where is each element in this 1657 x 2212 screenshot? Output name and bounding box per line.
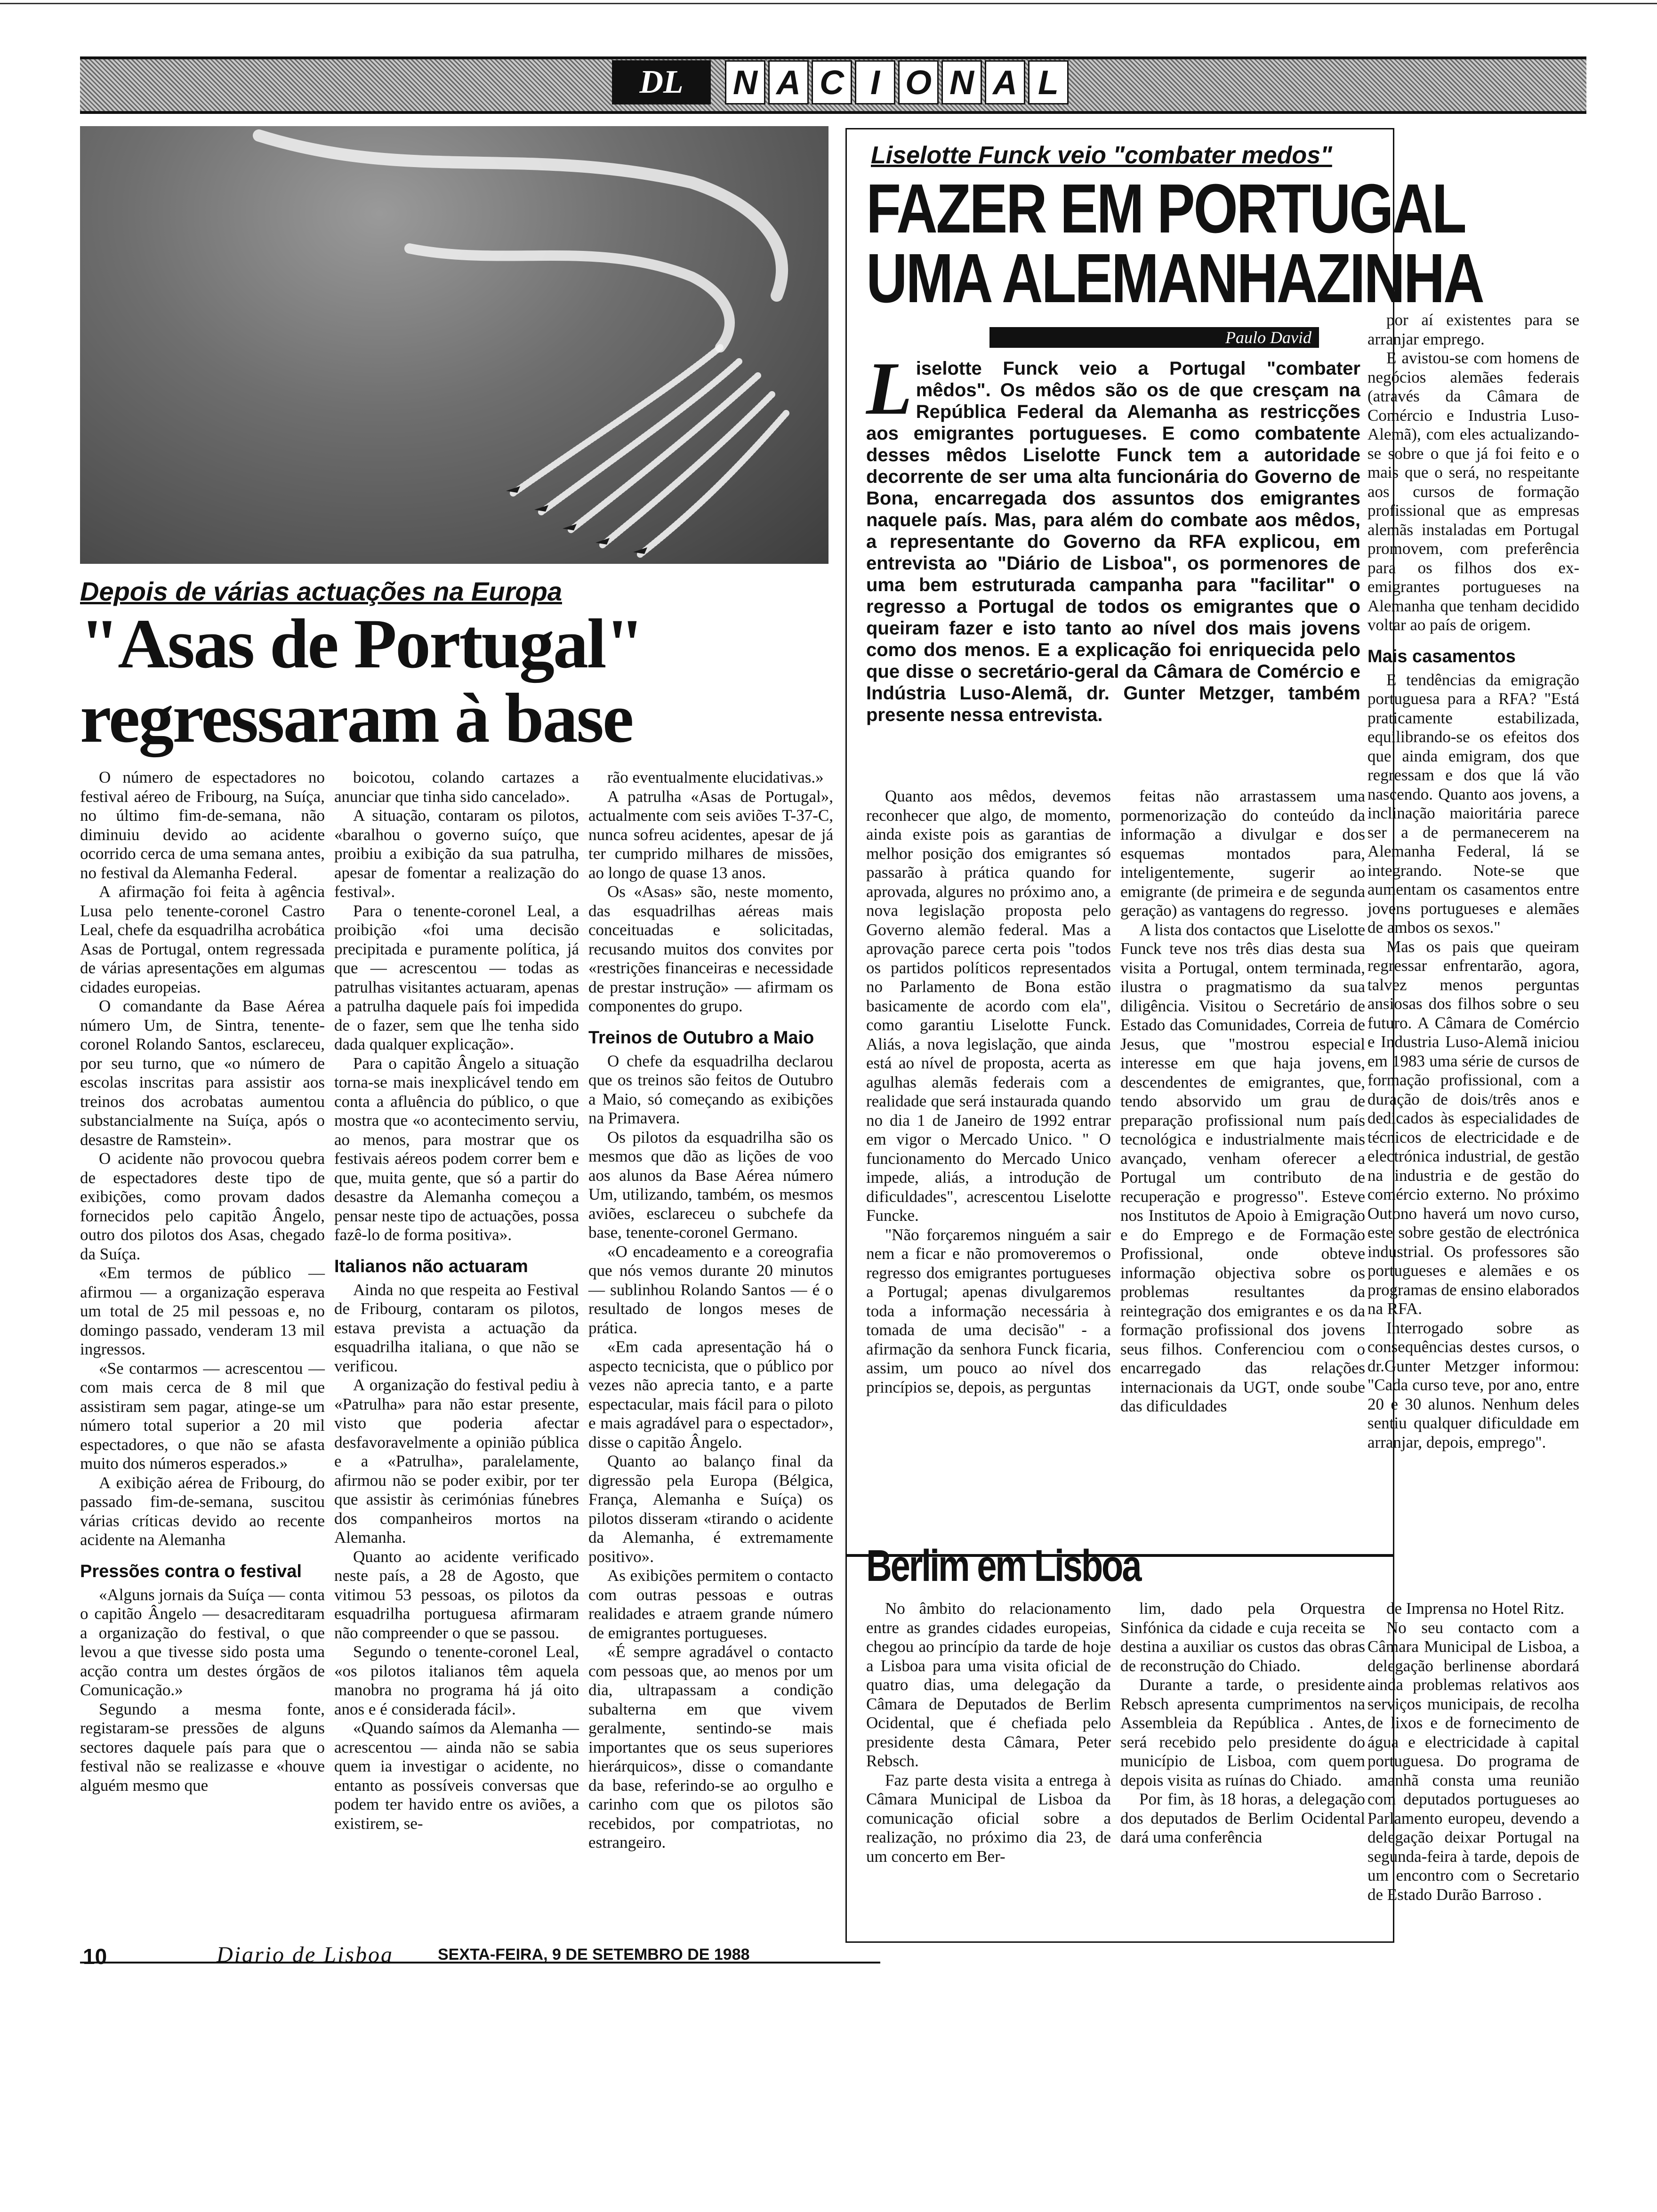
paragraph-group — [588, 1052, 833, 1852]
section-letter: O — [898, 60, 939, 104]
paragraph: Segundo o tenente-coronel Leal, «os pilotos italianos têm aquela manobra no programa há já oito anos e é considerada fácil». — [334, 1643, 579, 1718]
paragraph: «Em cada apresentação há o aspecto tecnicista, que o público por vezes não aprecia tanto, e a parte espectacular, mais fácil para o piloto e mais agradável para o espectador», disse o capitão Ângelo. — [588, 1338, 833, 1451]
section-letter: A — [985, 60, 1025, 104]
paragraph: «É sempre agradável o contacto com pessoas que, ao menos por um dia, ultrapassam a condição subalterna em que vivem geralmente, sentindo-se mais importantes que os seus superiores hierárquicos», disse o comandante da base, referindo-se ao orgulho e carinho com que os pilotos são recebidos, por compatriotas, no estrangeiro. — [588, 1643, 833, 1851]
subheading: Pressões contra o festival — [80, 1561, 302, 1581]
paragraph: Para o capitão Ângelo a situação torna-se mais inexplicável tendo em conta a afluência do público, o que mostra que «o acontecimento serviu, ao menos, para mostrar que os festivais aéreos podem correr bem e que, muita gente, que só a partir do desastre da Alemanha começou a pensar neste tipo de actuações, possa fazê-lo de forma positiva». — [334, 1054, 579, 1244]
paragraph: E tendências da emigração portuguesa para a RFA? "Está praticamente estabilizada, equilibrando-se os efeitos dos que ainda emigram, dos que regressam e dos que lá vão nascendo. Quanto aos jovens, a inclinação maioritária parece ser a de permanecerem na Alemanha Federal, lá se integrando. Note-se que aumentam os casamentos entre jovens portugueses e alemães de ambos os sexos." — [1367, 670, 1579, 937]
paragraph: feitas não arrastassem uma pormenorização do conteúdo da informação a divulgar e dos esquemas montados para, inteligentemente, sugerir ao emigrante (de primeira e de segunda geração) as vantagens do regresso. — [1120, 787, 1365, 920]
paragraph: Para o tenente-coronel Leal, a proibição «foi uma decisão precipitada e puramente política, já que — acrescentou — todas as patrulhas visitantes actuaram, apenas a patrulha daquele país foi impedida de o fazer, sem que lhe tenha sido dada qualquer explicação». — [334, 901, 579, 1053]
section-letter: I — [855, 60, 895, 104]
paragraph: Ainda no que respeita ao Festival de Fribourg, contaram os pilotos, estava prevista a actuação da esquadrilha italiana, o que não se verificou. — [334, 1280, 579, 1375]
paragraph-group — [334, 768, 579, 1245]
section-letter: N — [941, 60, 982, 104]
paragraph: Os pilotos da esquadrilha são os mesmos que dão as lições de voo aos alunos da Base Aérea número Um, utilizando, também, os mesmos aviões, esclareceu o subchefe da base, tenente-coronel Germano. — [588, 1128, 833, 1242]
article-column-3 — [1367, 311, 1579, 1452]
article-column-2 — [1120, 1599, 1365, 1847]
paragraph-group — [80, 1586, 325, 1795]
article-column-3 — [588, 768, 833, 1852]
paragraph-group — [1367, 671, 1579, 1452]
lead-paragraph — [866, 346, 1360, 726]
paragraph: No âmbito do relacionamento entre as grandes cidades europeias, chegou ao princípio da tarde de hoje a Lisboa para uma visita oficial de quatro dias, uma delegação da Câmara de Deputados de Berlim Ocidental, que é chefiada pelo presidente desta Câmara, Peter Rebsch. — [866, 1599, 1111, 1770]
article-column-2 — [1120, 787, 1365, 1416]
paragraph: «Se contarmos — acrescentou — com mais cerca de 8 mil que assistiram sem pagar, atinge-se um número total superior a 20 mil espectadores, o que não se afasta muito dos números esperados.» — [80, 1359, 325, 1473]
paragraph: Segundo a mesma fonte, registaram-se pressões de alguns sectores daquele país para que o festival não se realizasse e «houve alguém mesmo que — [80, 1699, 325, 1795]
paragraph: O chefe da esquadrilha declarou que os treinos são feitos de Outubro a Maio, só começando as exibições na Primavera. — [588, 1051, 833, 1127]
article-column-1 — [866, 787, 1111, 1397]
article-headline — [866, 170, 1483, 317]
paragraph: «O encadeamento e a coreografia que nós vemos durante 20 minutos — sublinhou Rolando Santos — é o resultado de longos meses de prática. — [588, 1242, 833, 1337]
paragraph-group — [866, 787, 1111, 1397]
paragraph-group — [866, 1599, 1111, 1866]
paragraph: A lista dos contactos que Liselotte Funck teve nos três dias desta sua visita a Portugal, ontem terminada, ilustra o pragmatismo da sua diligência. Visitou o Secretário de Estado das Comunidades, Correia de Jesus, que "mostrou especial interesse em que haja jovens, descendentes de emigrantes, que, tendo absorvido um grau de preparação profissional num país tecnológica e industrialmente mais avançado, venham oferecer a Portugal um contributo de recuperação e progresso". Esteve nos Institutos de Apoio à Emigração e do Emprego e de Formação Profissional, onde obteve informação objectiva sobre os problemas resultantes da reintegração dos emigrantes e os da formação profissional dos jovens seus filhos. Conferenciou com o encarregado das relações internacionais da UGT, onde soube das dificuldades — [1120, 920, 1365, 1415]
lead-text: iselotte Funck veio a Portugal "combater mêdos". Os mêdos são os de que cresçam na República Federal da Alemanha as restricções aos emigrantes portugueses. E como combatente desses mêdos Liselotte Funck tem a autoridade decorrente de ser uma alta funcionária do Governo de Bona, encarregada dos assuntos dos emigrantes naquele país. Mas, para além do combate aos mêdos, a representante do Governo da RFA explicou, em entrevista ao "Diário de Lisboa", os pormenores de uma bem estruturada campanha para "facilitar" o regresso a Portugal de todos os emigrantes que o queiram fazer e isto tanto ao nível dos mais jovens como dos menos. E a explicação foi enriquecida pelo que disse o secretário-geral da Câmara de Comércio e Indústria Luso-Alemã, dr. Gunter Metzger, também presente nessa entrevista. — [866, 358, 1360, 725]
subheading: Italianos não actuaram — [334, 1256, 528, 1276]
paragraph: de Imprensa no Hotel Ritz. — [1386, 1599, 1565, 1618]
paragraph: «Em termos de público — afirmou — a organização esperava um total de 25 mil pessoas e, no domingo passado, venderam 13 mil ingressos. — [80, 1264, 325, 1358]
top-rule — [0, 3, 1657, 4]
paragraph: A organização do festival pediu à «Patrulha» para não estar presente, visto que poderia afectar desfavoravelmente a opinião pública e a «Patrulha», paralelamente, afirmou não se poder exibir, por ter que assistir às cerimónias fúnebres dos companheiros mortos na Alemanha. — [334, 1376, 579, 1547]
article-headline: "Asas de Portugal" regressaram à base — [80, 605, 643, 757]
paragraph: rão eventualmente elucidativas.» — [607, 768, 824, 786]
paragraph: Quanto ao acidente verificado neste país, a 28 de Agosto, que vitimou 53 pessoas, os pilotos da esquadrilha portuguesa afirmaram não compreender o que se passou. — [334, 1547, 579, 1642]
headline-line: FAZER EM PORTUGAL — [866, 170, 1465, 248]
paragraph: Interrogado sobre as consequências destes cursos, o dr.Gunter Metzger informou: "Cada curso teve, por ano, entre 20 e 30 alunos. Nenhum deles sentiu qualquer dificuldade em arranjar, depois, emprego". — [1367, 1318, 1579, 1451]
paragraph-group — [80, 768, 325, 1550]
paragraph: A patrulha «Asas de Portugal», actualmente com seis aviões T-37-C, nunca sofreu acidentes, apesar de já ter cumprido milhares de missões, ao longo de quase 13 anos. — [588, 787, 833, 882]
paragraph: Quanto ao balanço final da digressão pela Europa (Bélgica, França, Alemanha e Suíça) os pilotos disseram «tirando o acidente da Alemanha, é extremamente positivo». — [588, 1452, 833, 1566]
paragraph: Mas os pais que queiram regressar enfrentarão, agora, talvez menos perguntas ansiosas dos filhos sobre o seu futuro. A Câmara de Comércio e Industria Luso-Alemã iniciou em 1983 uma série de cursos de formação profissional, com a duração de dois/três anos e dedicados às especialidades de técnicos de electricidade e de electrónica industrial, de gestão na industria e de gestão do comércio externo. No próximo Outono haverá um novo curso, este sobre gestão de electrónica industrial. Os professores são portugueses e alemães e os programas de ensino elaborados na RFA. — [1367, 937, 1579, 1318]
paragraph-group — [1367, 311, 1579, 635]
paragraph: No seu contacto com a Câmara Municipal de Lisboa, a delegação berlinense abordará ainda problemas relativos aos serviços municipais, de recolha de lixos e de fornecimento de água e electricidade à capital portuguesa. Do programa de amanhã consta uma reunião com deputados portugueses ao Parlamento europeu, devendo a delegação deixar Portugal na segunda-feira à tarde, depois de um encontro com o Secretario de Estado Durão Barroso . — [1367, 1618, 1579, 1904]
paragraph: Por fim, às 18 horas, a delegação dos deputados de Berlim Ocidental dará uma conferência — [1120, 1790, 1365, 1846]
paragraph: «Alguns jornais da Suíça — conta o capitão Ângelo — desacreditaram a organização do festival, o que levou a que tivesse sido posta uma acção contra um destes órgãos de Comunicação.» — [80, 1585, 325, 1699]
section-letter: A — [768, 60, 809, 104]
paragraph: A situação, contaram os pilotos, «baralhou o governo suíço, que proibiu a exibição da sua patrulha, apesar de fomentar a realização do festival». — [334, 806, 579, 901]
paragraph: A exibição aérea de Fribourg, do passado fim-de-semana, suscitou várias críticas devido ao recente acidente na Alemanha — [80, 1473, 325, 1549]
issue-date: SEXTA-FEIRA, 9 DE SETEMBRO DE 1988 — [438, 1946, 750, 1964]
paragraph-group — [588, 768, 833, 1016]
paragraph-group — [334, 1281, 579, 1834]
byline: Paulo David — [989, 327, 1319, 348]
article-column-1 — [80, 768, 325, 1795]
newspaper-name: Diario de Lisboa — [217, 1942, 394, 1967]
article-column-1 — [866, 1599, 1111, 1866]
paragraph: A afirmação foi feita à agência Lusa pelo tenente-coronel Castro Leal, chefe da esquadrilha acrobática Asas de Portugal, ontem regressada de várias apresentações em algumas cidades europeias. — [80, 882, 325, 996]
paragraph: «Quando saímos da Alemanha — acrescentou — ainda não se sabia quem ia investigar o acidente, no entanto as possíveis conversas que podem ter havido entre os aviões, a existirem, se- — [334, 1719, 579, 1833]
section-letter: C — [812, 60, 852, 104]
article-kicker: Depois de várias actuações na Europa — [80, 577, 562, 606]
section-letter: N — [725, 60, 765, 104]
paragraph: Durante a tarde, o presidente Rebsch apresenta cumprimentos na Assembleia da República . Antes, será recebido pelo presidente do município de Lisboa, com quem depois visita as ruínas do Chiado. — [1120, 1675, 1365, 1789]
paragraph: Quanto aos mêdos, devemos reconhecer que algo, de momento, ainda existe pois as garantias de melhor posição dos emigrantes só passarão à prática quando for aprovada, algures no próximo ano, a nova legislação proposta pelo Governo alemão federal. Mas a aprovação parece certa pois "todos os partidos políticos representados no Parlamento de Bona estão basicamente de acordo com ela", como garantiu Liselotte Funck. Aliás, a nova legislação, que ainda está ao nível de proposta, acerta as agulhas alemãs federais com a realidade que será instaurada quando no dia 1 de Janeiro de 1992 entrar em vigor o Mercado Unico. " O funcionamento do Mercado Unico impede, aliás, a introdução de dificuldades", acrescentou Liselotte Funcke. — [866, 787, 1111, 1225]
paragraph-group — [1120, 1599, 1365, 1847]
headline-line: UMA ALEMANHAZINHA — [866, 240, 1483, 317]
section-letter: L — [1028, 60, 1069, 104]
subheading: Treinos de Outubro a Maio — [588, 1027, 814, 1048]
section-title — [725, 60, 1071, 104]
paragraph-group — [1367, 1599, 1579, 1904]
page-number: 10 — [83, 1944, 107, 1969]
paragraph: E avistou-se com homens de negócios alemães federais (através da Câmara de Comércio e Industria Luso-Alemã), com eles actualizando-se sobre o que já foi feito e o mais que o será, no respeitante aos cursos de formação profissional que as empresas alemãs instaladas em Portugal promovem, com preferência para os filhos dos ex-emigrantes portugueses na Alemanha que tenham decidido voltar ao país de origem. — [1367, 349, 1579, 634]
drop-cap: L — [866, 346, 912, 430]
article-headline: Berlim em Lisboa — [866, 1541, 1141, 1591]
paragraph: "Não forçaremos ninguém a sair nem a ficar e não promoveremos o regresso dos emigrantes portugueses a Portugal; apenas divulgaremos toda a informação necessária à tomada de uma decisão" - a afirmação da senhora Funck ficaria, assim, um pouco ao nível dos princípios se, depois, as perguntas — [866, 1225, 1111, 1396]
paragraph: O número de espectadores no festival aéreo de Fribourg, na Suíça, no último fim-de-semana, não diminuiu devido ao acidente ocorrido cerca de uma semana antes, no festival da Alemanha Federal. — [80, 768, 325, 882]
article-column-3 — [1367, 1599, 1579, 1904]
paragraph: Os «Asas» são, neste momento, das esquadrilhas aéreas mais conceituadas e solicitadas, recusando muitos dos convites por «restrições financeiras e necessidade de prestar instrução» — afirmam os componentes do grupo. — [588, 882, 833, 1015]
paragraph: lim, dado pela Orquestra Sinfónica da cidade e cuja receita se destina a auxiliar os custos das obras de reconstrução do Chiado. — [1120, 1599, 1365, 1675]
paragraph: O acidente não provocou quebra de espectadores deste tipo de exibições, como provam dados fornecidos pelo capitão Ângelo, outro dos pilotos dos Asas, chegado da Suíça. — [80, 1149, 325, 1263]
paragraph: boicotou, colando cartazes a anunciar que tinha sido cancelado». — [334, 768, 579, 806]
newspaper-logo: DL — [612, 60, 711, 104]
paragraph: O comandante da Base Aérea número Um, de Sintra, tenente-coronel Rolando Santos, esclareceu, por seu turno, que «o número de escolas inscritas para assistir aos treinos dos acrobatas aumentou substancialmente na Suíça, após o desastre de Ramstein». — [80, 997, 325, 1149]
paragraph: As exibições permitem o contacto com outras pessoas e outras realidades e atraem grande número de emigrantes portugueses. — [588, 1566, 833, 1642]
subheading: Mais casamentos — [1367, 646, 1516, 666]
photo-aerobatic-planes — [80, 126, 828, 564]
smoke-trails-image — [80, 126, 828, 564]
paragraph: Faz parte desta visita a entrega à Câmara Municipal de Lisboa da comunicação oficial sobre a realização, no próximo dia 23, de um concerto em Ber- — [866, 1771, 1111, 1866]
article-column-2 — [334, 768, 579, 1833]
article-kicker: Liselotte Funck veio "combater medos" — [871, 142, 1332, 169]
paragraph: por aí existentes para se arranjar emprego. — [1367, 311, 1579, 348]
paragraph-group — [1120, 787, 1365, 1416]
